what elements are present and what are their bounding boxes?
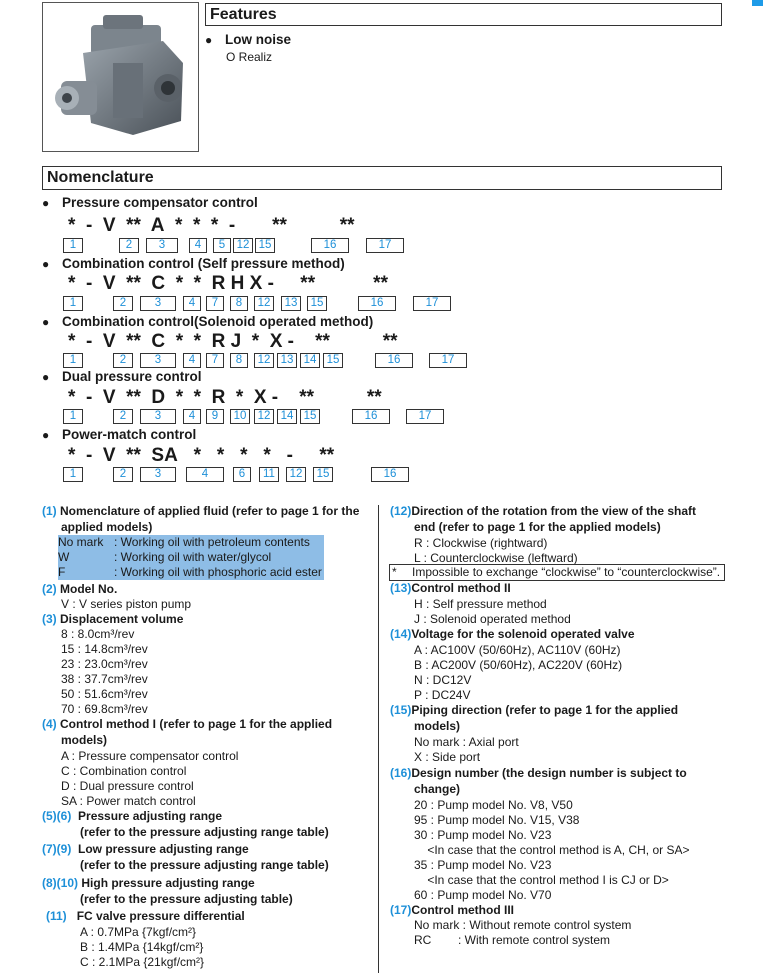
position-box: 3 — [146, 238, 178, 253]
position-box: 7 — [206, 296, 224, 311]
position-box: 1 — [63, 353, 83, 368]
item-row: 50 : 51.6cm³/rev — [61, 687, 148, 701]
item-title-cont: (refer to the pressure adjusting table) — [80, 892, 293, 906]
item-title: Pressure adjusting range — [78, 809, 223, 823]
item-title: Low pressure adjusting range — [78, 842, 249, 856]
code-line: * - V ** C * * R J * X - ** ** — [68, 331, 398, 352]
item-4-heading — [42, 717, 332, 732]
item-number: (12) — [390, 504, 412, 518]
code-line: * - V ** C * * R H X - ** ** — [68, 273, 388, 294]
item-title: Displacement volume — [60, 612, 184, 626]
item-number: (15) — [390, 703, 412, 717]
item-title-cont: applied models) — [61, 520, 153, 534]
item-row: X : Side port — [414, 750, 481, 764]
nomenclature-title: Nomenclature — [47, 169, 154, 186]
item-number: (13) — [390, 581, 412, 595]
item-1-heading — [42, 504, 359, 519]
item-title: Direction of the rotation from the view of the shaft — [411, 504, 697, 518]
position-box: 16 — [371, 467, 409, 482]
item-row: 70 : 69.8cm³/rev — [61, 702, 148, 716]
code-line: * - V ** A * * * - ** ** — [68, 215, 355, 236]
item-number: (7)(9) — [42, 842, 72, 856]
position-box: 15 — [307, 296, 327, 311]
item-7-heading — [42, 842, 249, 857]
position-box: 4 — [183, 353, 201, 368]
position-box: 1 — [63, 409, 83, 424]
item-8-heading — [42, 876, 255, 891]
position-box: 9 — [206, 409, 224, 424]
item-15-heading — [390, 703, 678, 718]
position-box: 17 — [413, 296, 451, 311]
control-title: Pressure compensator control — [62, 195, 258, 210]
item-row: 8 : 8.0cm³/rev — [61, 627, 135, 641]
item-title-cont: models) — [414, 719, 461, 733]
item-number: (14) — [390, 627, 412, 641]
fluid-row — [58, 550, 324, 565]
item-row: C : Combination control — [61, 764, 187, 778]
position-box: 11 — [259, 467, 279, 482]
position-box: 13 — [281, 296, 301, 311]
fluid-row — [58, 535, 324, 550]
position-box: 15 — [323, 353, 343, 368]
fluid-code: W — [58, 550, 70, 564]
position-box: 12 — [233, 238, 253, 253]
item-row: D : Dual pressure control — [61, 779, 194, 793]
rotation-note — [389, 564, 725, 581]
fluid-desc: : Working oil with petroleum contents — [114, 535, 310, 549]
item-row: V : V series piston pump — [61, 597, 192, 611]
position-box: 4 — [186, 467, 224, 482]
piston-pump-image — [43, 3, 198, 151]
item-number: (3) — [42, 612, 57, 626]
position-box: 13 — [277, 353, 297, 368]
item-row: SA : Power match control — [61, 794, 196, 808]
position-box: 4 — [183, 296, 201, 311]
position-box: 15 — [300, 409, 320, 424]
item-number: (8)(10) — [42, 876, 79, 890]
position-box: 7 — [206, 353, 224, 368]
position-box: 15 — [313, 467, 333, 482]
item-number: (16) — [390, 766, 412, 780]
fluid-row — [58, 565, 324, 580]
position-box: 4 — [189, 238, 207, 253]
position-box: 1 — [63, 296, 83, 311]
item-number: (11) — [46, 909, 67, 923]
position-box: 17 — [429, 353, 467, 368]
item-number: (1) — [42, 504, 57, 518]
item-11-heading — [46, 909, 245, 924]
item-title: Design number (the design number is subject to — [411, 766, 687, 780]
item-title: Control method III — [411, 903, 514, 917]
item-row: H : Self pressure method — [414, 597, 547, 611]
item-title: FC valve pressure differential — [76, 909, 245, 923]
item-row: A : AC100V (50/60Hz), AC110V (60Hz) — [414, 643, 621, 657]
item-title: High pressure adjusting range — [81, 876, 255, 890]
item-row: J : Solenoid operated method — [414, 612, 571, 626]
product-photo-frame — [42, 2, 199, 152]
item-row: No mark : Axial port — [414, 735, 519, 749]
item-row: 23 : 23.0cm³/rev — [61, 657, 148, 671]
item-row: N : DC12V — [414, 673, 472, 687]
item-row: 60 : Pump model No. V70 — [414, 888, 552, 902]
position-box: 5 — [213, 238, 231, 253]
code-line: * - V ** SA * * * * - ** — [68, 445, 335, 466]
item-row: 35 : Pump model No. V23 — [414, 858, 552, 872]
control-heading — [42, 195, 258, 210]
item-row: No mark : Without remote control system — [414, 918, 632, 932]
position-box: 8 — [230, 296, 248, 311]
fluid-code: F — [58, 565, 66, 579]
item-5-heading — [42, 809, 222, 824]
item-row: R : Clockwise (rightward) — [414, 536, 548, 550]
item-row: 15 : 14.8cm³/rev — [61, 642, 148, 656]
item-row: <In case that the control method I is CJ or D> — [414, 873, 669, 887]
item-row: A : 0.7MPa {7kgf/cm²} — [80, 925, 197, 939]
item-row: P : DC24V — [414, 688, 471, 702]
position-box: 14 — [277, 409, 297, 424]
note-text: Impossible to exchange “clockwise” to “counterclockwise”. — [412, 565, 721, 579]
position-box: 3 — [140, 467, 176, 482]
item-row: <In case that the control method is A, CH, or SA> — [414, 843, 690, 857]
item-title-cont: change) — [414, 782, 461, 796]
control-title: Combination control (Self pressure method) — [62, 256, 345, 271]
position-box: 15 — [255, 238, 275, 253]
position-box: 12 — [254, 353, 274, 368]
item-number: (5)(6) — [42, 809, 72, 823]
features-header — [205, 3, 722, 26]
position-box: 2 — [113, 296, 133, 311]
position-box: 3 — [140, 296, 176, 311]
item-12-heading — [390, 504, 696, 519]
position-box: 10 — [230, 409, 250, 424]
item-2-heading — [42, 582, 117, 597]
position-box: 4 — [183, 409, 201, 424]
feature-sub: O Realiz — [226, 50, 273, 64]
feature-item — [205, 32, 291, 47]
position-box: 1 — [63, 238, 83, 253]
fluid-desc: : Working oil with phosphoric acid ester — [114, 565, 322, 579]
position-box: 2 — [113, 353, 133, 368]
control-title: Combination control(Solenoid operated method) — [62, 314, 374, 329]
position-box: 16 — [375, 353, 413, 368]
item-number: (2) — [42, 582, 57, 596]
control-heading — [42, 314, 373, 329]
item-title: Control method I (refer to page 1 for the applied — [60, 717, 333, 731]
position-box: 2 — [119, 238, 139, 253]
position-box: 8 — [230, 353, 248, 368]
fluid-desc: : Working oil with water/glycol — [114, 550, 272, 564]
item-row: L : Counterclockwise (leftward) — [414, 551, 578, 565]
item-title-cont: (refer to the pressure adjusting range table) — [80, 858, 329, 872]
position-box: 3 — [140, 353, 176, 368]
page-tab-marker — [752, 0, 763, 6]
item-title: Nomenclature of applied fluid (refer to page 1 for the — [60, 504, 360, 518]
item-title: Control method II — [411, 581, 511, 595]
item-number: (4) — [42, 717, 57, 731]
position-box: 12 — [254, 296, 274, 311]
position-box: 3 — [140, 409, 176, 424]
position-box: 1 — [63, 467, 83, 482]
item-14-heading — [390, 627, 635, 642]
item-number: (17) — [390, 903, 412, 917]
position-box: 12 — [286, 467, 306, 482]
position-box: 17 — [366, 238, 404, 253]
control-title: Power-match control — [62, 427, 197, 442]
control-title: Dual pressure control — [62, 369, 202, 384]
item-title: Voltage for the solenoid operated valve — [411, 627, 635, 641]
item-16-heading — [390, 766, 687, 781]
position-box: 6 — [233, 467, 251, 482]
item-row: 95 : Pump model No. V15, V38 — [414, 813, 580, 827]
position-box: 14 — [300, 353, 320, 368]
item-row: B : 1.4MPa {14kgf/cm²} — [80, 940, 204, 954]
control-heading — [42, 369, 202, 384]
item-title-cont: end (refer to page 1 for the applied models) — [414, 520, 661, 534]
note-star: * — [392, 565, 397, 579]
position-box: 17 — [406, 409, 444, 424]
item-title: Model No. — [60, 582, 118, 596]
item-row: 38 : 37.7cm³/rev — [61, 672, 148, 686]
item-17-heading — [390, 903, 514, 918]
control-heading — [42, 256, 345, 271]
position-box: 12 — [254, 409, 274, 424]
item-13-heading — [390, 581, 511, 596]
item-row: 30 : Pump model No. V23 — [414, 828, 552, 842]
position-box: 2 — [113, 467, 133, 482]
position-box: 16 — [311, 238, 349, 253]
features-title: Features — [210, 6, 277, 23]
position-box: 16 — [358, 296, 396, 311]
control-heading — [42, 427, 196, 442]
column-divider — [378, 505, 379, 973]
position-box: 2 — [113, 409, 133, 424]
fluid-code: No mark — [58, 535, 104, 549]
item-title: Piping direction (refer to page 1 for the applied — [411, 703, 679, 717]
item-3-heading — [42, 612, 183, 627]
item-row: C : 2.1MPa {21kgf/cm²} — [80, 955, 205, 969]
item-row: A : Pressure compensator control — [61, 749, 239, 763]
item-row: 20 : Pump model No. V8, V50 — [414, 798, 573, 812]
item-title-cont: (refer to the pressure adjusting range table) — [80, 825, 329, 839]
item-row: B : AC200V (50/60Hz), AC220V (60Hz) — [414, 658, 623, 672]
nomenclature-header — [42, 166, 722, 190]
item-row: RC : With remote control system — [414, 933, 611, 947]
position-box: 16 — [352, 409, 390, 424]
code-line: * - V ** D * * R * X - ** ** — [68, 387, 382, 408]
feature-label: Low noise — [225, 32, 292, 47]
item-title-cont: models) — [61, 733, 108, 747]
